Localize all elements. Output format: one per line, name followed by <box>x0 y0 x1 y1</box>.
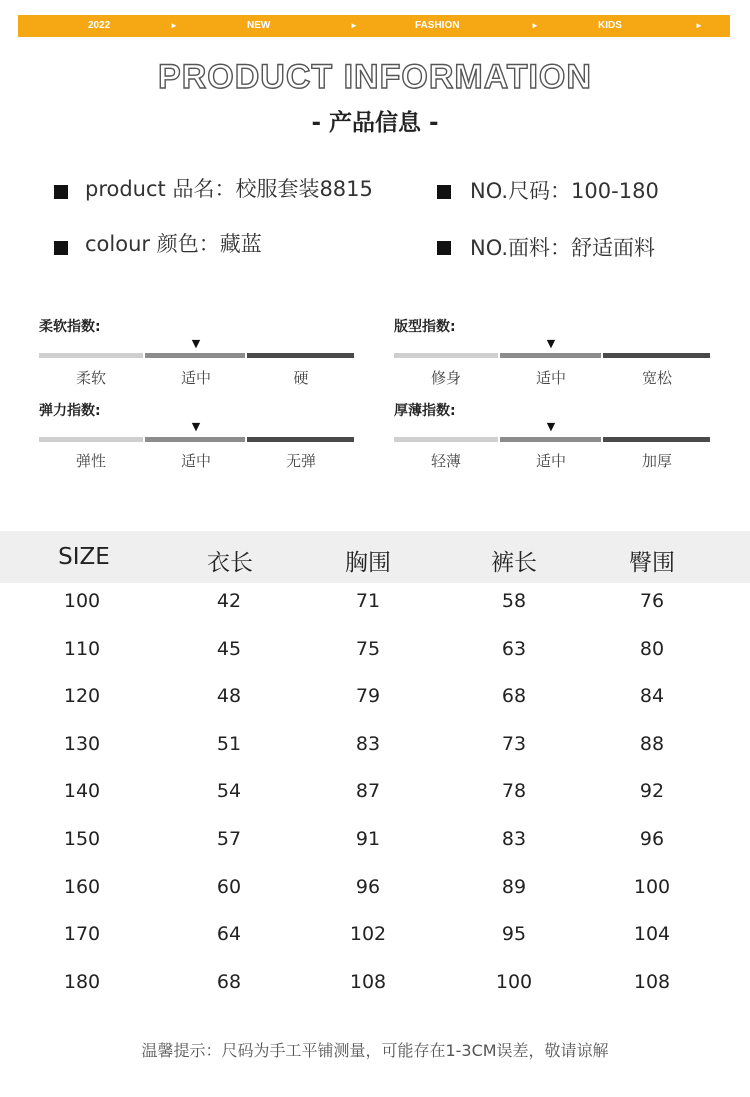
table-cell: 60 <box>216 876 242 898</box>
info-size: NO.尺码：100-180 <box>470 179 659 203</box>
index-label: 适中 <box>180 452 211 470</box>
table-cell: 170 <box>63 923 101 945</box>
bullet-square-icon <box>54 185 68 199</box>
table-cell: 160 <box>63 876 101 898</box>
index-title: 弹力指数: <box>39 403 101 419</box>
table-cell: 57 <box>216 828 242 850</box>
size-note: 温馨提示：尺码为手工平铺测量，可能存在1-3CM误差，敬请谅解 <box>141 1041 609 1060</box>
table-cell: 83 <box>501 828 527 850</box>
table-cell: 92 <box>639 780 665 802</box>
index-bar-medium <box>145 437 245 442</box>
index-marker-icon: ▼ <box>191 337 201 350</box>
index-marker-icon: ▼ <box>546 420 556 433</box>
bullet-square-icon <box>54 241 68 255</box>
table-cell: 180 <box>63 971 101 993</box>
table-cell: 88 <box>639 733 665 755</box>
banner-kids: KIDS <box>598 20 622 31</box>
index-marker-icon: ▼ <box>191 420 201 433</box>
page-title-cn: - 产品信息 - <box>311 110 439 136</box>
table-cell: 73 <box>501 733 527 755</box>
table-cell: 96 <box>639 828 665 850</box>
table-cell: 150 <box>63 828 101 850</box>
table-cell: 100 <box>495 971 533 993</box>
index-bar-medium <box>500 437 601 442</box>
table-header-length: 衣长 <box>207 550 253 576</box>
table-cell: 80 <box>639 638 665 660</box>
index-bar-light <box>394 437 498 442</box>
table-cell: 79 <box>355 685 381 707</box>
index-bar-dark <box>603 353 710 358</box>
index-marker-icon: ▼ <box>546 337 556 350</box>
page-title-en: PRODUCT INFORMATION <box>158 58 592 96</box>
index-bar-dark <box>603 437 710 442</box>
index-bar-light <box>394 353 498 358</box>
top-banner <box>18 15 730 37</box>
table-cell: 102 <box>349 923 387 945</box>
index-label: 适中 <box>535 452 566 470</box>
table-cell: 63 <box>501 638 527 660</box>
table-cell: 76 <box>639 590 665 612</box>
banner-fashion: FASHION <box>415 20 460 31</box>
table-header-hip: 臀围 <box>629 550 675 576</box>
banner-arrow-icon: ► <box>695 21 703 30</box>
bullet-square-icon <box>437 185 451 199</box>
table-cell: 91 <box>355 828 381 850</box>
index-bar-medium <box>500 353 601 358</box>
index-bar-dark <box>247 353 354 358</box>
index-title: 版型指数: <box>394 319 456 335</box>
table-cell: 68 <box>501 685 527 707</box>
table-cell: 45 <box>216 638 242 660</box>
table-cell: 48 <box>216 685 242 707</box>
table-cell: 51 <box>216 733 242 755</box>
table-cell: 68 <box>216 971 242 993</box>
table-header-chest: 胸围 <box>345 550 391 576</box>
table-cell: 95 <box>501 923 527 945</box>
index-title: 厚薄指数: <box>394 403 456 419</box>
banner-new: NEW <box>247 20 271 31</box>
index-label: 适中 <box>180 369 211 387</box>
banner-arrow-icon: ► <box>531 21 539 30</box>
index-label: 宽松 <box>641 369 672 387</box>
table-cell: 104 <box>633 923 671 945</box>
table-cell: 140 <box>63 780 101 802</box>
table-cell: 100 <box>63 590 101 612</box>
index-label: 轻薄 <box>430 452 461 470</box>
table-cell: 100 <box>633 876 671 898</box>
table-cell: 96 <box>355 876 381 898</box>
index-title: 柔软指数: <box>39 319 101 335</box>
banner-arrow-icon: ► <box>170 21 178 30</box>
table-header-pants-length: 裤长 <box>491 550 537 576</box>
banner-year: 2022 <box>88 20 111 31</box>
table-cell: 42 <box>216 590 242 612</box>
index-label: 弹性 <box>75 452 106 470</box>
table-cell: 64 <box>216 923 242 945</box>
bullet-square-icon <box>437 241 451 255</box>
table-cell: 108 <box>633 971 671 993</box>
index-bar-medium <box>145 353 245 358</box>
table-cell: 84 <box>639 685 665 707</box>
table-cell: 108 <box>349 971 387 993</box>
banner-arrow-icon: ► <box>350 21 358 30</box>
table-cell: 78 <box>501 780 527 802</box>
table-cell: 120 <box>63 685 101 707</box>
table-cell: 71 <box>355 590 381 612</box>
table-cell: 83 <box>355 733 381 755</box>
index-label: 柔软 <box>75 369 106 387</box>
index-label: 修身 <box>430 369 461 387</box>
table-cell: 110 <box>63 638 101 660</box>
index-bar-light <box>39 353 143 358</box>
table-cell: 58 <box>501 590 527 612</box>
index-label: 加厚 <box>641 452 672 470</box>
index-bar-dark <box>247 437 354 442</box>
table-cell: 130 <box>63 733 101 755</box>
index-bar-light <box>39 437 143 442</box>
info-colour: colour 颜色：藏蓝 <box>85 232 262 256</box>
index-label: 适中 <box>535 369 566 387</box>
index-label: 硬 <box>293 369 309 387</box>
info-fabric: NO.面料：舒适面料 <box>470 236 656 260</box>
table-cell: 75 <box>355 638 381 660</box>
table-cell: 89 <box>501 876 527 898</box>
table-cell: 87 <box>355 780 381 802</box>
index-label: 无弹 <box>285 452 316 470</box>
table-header-size: SIZE <box>58 544 110 570</box>
info-product: product 品名：校服套装8815 <box>85 177 373 201</box>
table-cell: 54 <box>216 780 242 802</box>
